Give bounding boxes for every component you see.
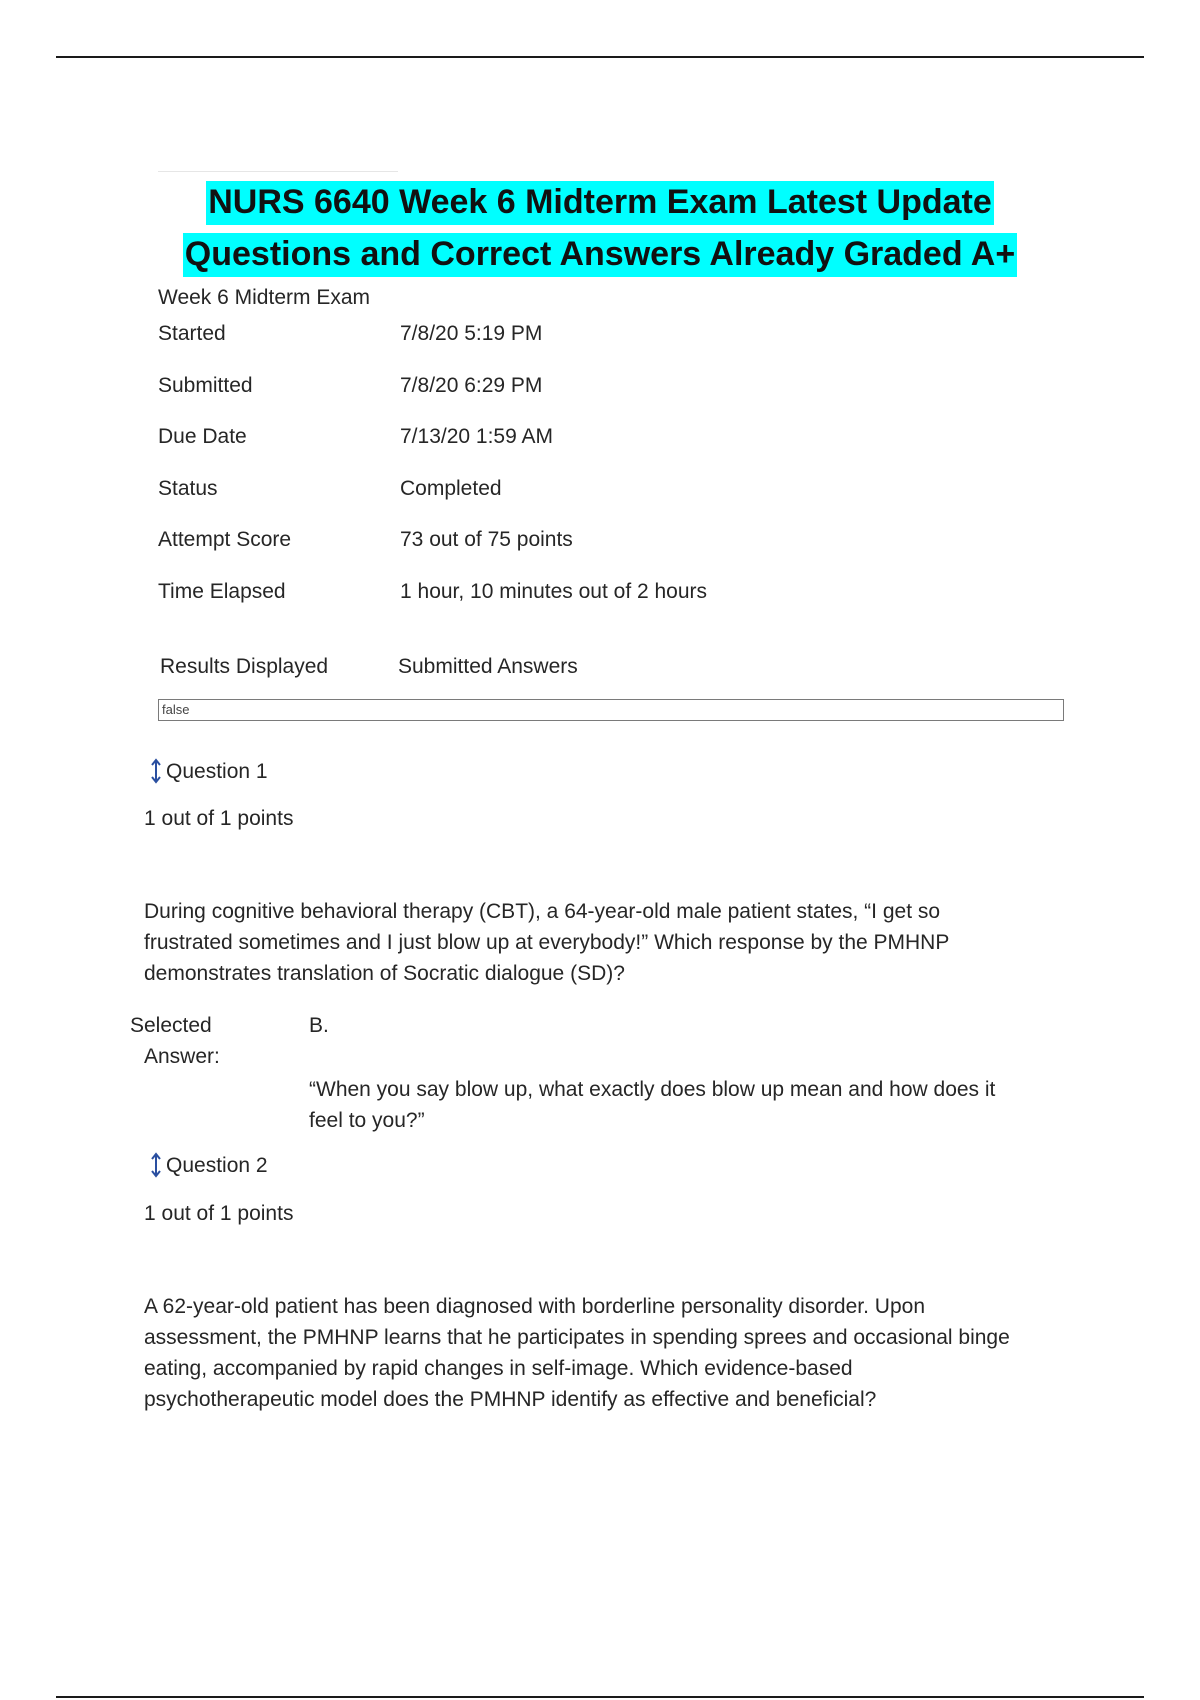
detail-label-submitted: Submitted: [158, 374, 253, 397]
false-text-box[interactable]: false: [158, 699, 1064, 721]
question-2-text-line: psychotherapeutic model does the PMHNP identify as effective and beneficial?: [144, 1388, 877, 1411]
question-2-points: 1 out of 1 points: [144, 1202, 294, 1225]
detail-label-time-elapsed: Time Elapsed: [158, 580, 286, 603]
top-rule: [56, 56, 1144, 58]
title-line-2: Questions and Correct Answers Already Graded A+: [183, 233, 1017, 277]
selected-answer-label-line-1: Selected: [130, 1014, 212, 1037]
question-1-text-line: During cognitive behavioral therapy (CBT), a 64-year-old male patient states, “I get so: [144, 900, 941, 923]
bottom-rule: [56, 1696, 1144, 1698]
detail-value-time-elapsed: 1 hour, 10 minutes out of 2 hours: [400, 580, 708, 603]
detail-label-results-displayed: Results Displayed: [160, 655, 329, 678]
question-1-text-line: frustrated sometimes and I just blow up at everybody!” Which response by the PMHNP: [144, 931, 950, 954]
detail-label-due-date: Due Date: [158, 425, 247, 448]
question-2-text: [144, 1291, 1124, 1415]
faint-divider: [158, 171, 398, 172]
selected-answer-label-line-2: Answer:: [144, 1045, 220, 1068]
selected-answer-line: feel to you?”: [309, 1109, 425, 1132]
question-2-text-line: A 62-year-old patient has been diagnosed with borderline personality disorder. Upon: [144, 1295, 925, 1318]
detail-label-status: Status: [158, 477, 218, 500]
selected-answer-letter: B.: [309, 1014, 329, 1037]
detail-label-started: Started: [158, 322, 226, 345]
question-2-text-line: eating, accompanied by rapid changes in self-image. Which evidence-based: [144, 1357, 853, 1380]
detail-value-results-displayed: Submitted Answers: [398, 655, 578, 678]
detail-value-due-date: 7/13/20 1:59 AM: [400, 425, 553, 448]
detail-value-status: Completed: [400, 477, 502, 500]
up-down-arrow-icon: [149, 758, 163, 784]
detail-value-started: 7/8/20 5:19 PM: [400, 322, 543, 345]
question-2-text-line: assessment, the PMHNP learns that he participates in spending sprees and occasional binge: [144, 1326, 1010, 1349]
question-1-points: 1 out of 1 points: [144, 807, 294, 830]
selected-answer-line: “When you say blow up, what exactly does blow up mean and how does it: [309, 1078, 996, 1101]
title-line-1: NURS 6640 Week 6 Midterm Exam Latest Update: [206, 181, 994, 225]
detail-value-attempt-score: 73 out of 75 points: [400, 528, 573, 551]
question-1-text: [144, 896, 1104, 989]
question-1-text-line: demonstrates translation of Socratic dialogue (SD)?: [144, 962, 625, 985]
question-2-heading: Question 2: [166, 1154, 268, 1177]
detail-label-attempt-score: Attempt Score: [158, 528, 292, 551]
up-down-arrow-icon: [149, 1152, 163, 1178]
detail-value-submitted: 7/8/20 6:29 PM: [400, 374, 543, 397]
document-title: [60, 176, 1140, 280]
exam-name: Week 6 Midterm Exam: [158, 286, 370, 309]
question-1-heading: Question 1: [166, 760, 268, 783]
selected-answer-text: [309, 1074, 1099, 1136]
